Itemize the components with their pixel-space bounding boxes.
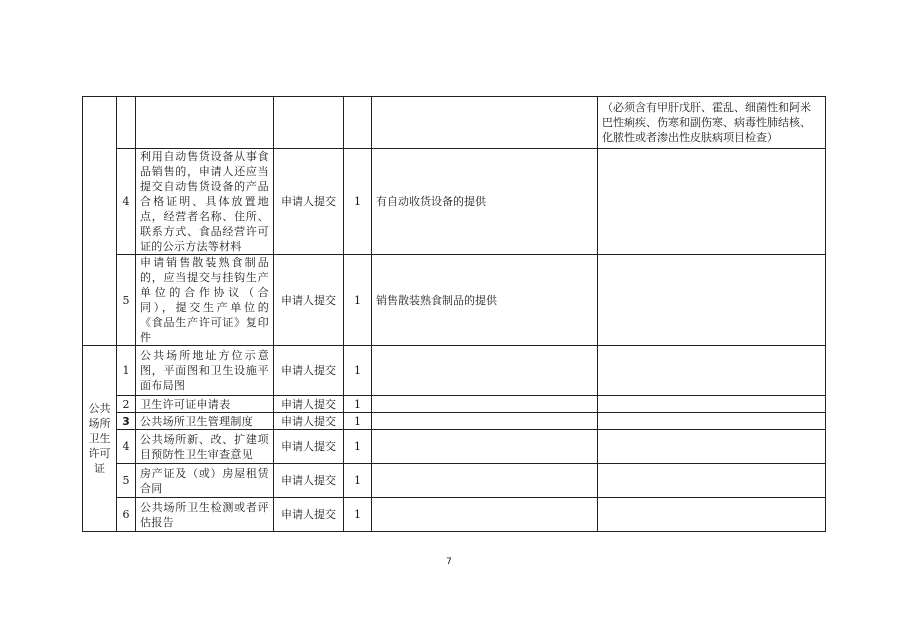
condition-cell <box>372 346 598 396</box>
condition-cell <box>372 413 598 430</box>
copy-count: 1 <box>344 396 372 413</box>
row-number: 5 <box>117 464 136 498</box>
page-number: 7 <box>446 557 452 567</box>
note-cell <box>598 430 826 464</box>
table-row <box>83 498 826 532</box>
material-name: 公共场所卫生检测或者评估报告 <box>136 498 274 532</box>
copy-count: 1 <box>344 255 372 346</box>
category-cell: 公共场所卫生许可证 <box>83 346 117 532</box>
material-name: 房产证及（或）房屋租赁合同 <box>136 464 274 498</box>
row-number: 5 <box>117 255 136 346</box>
material-name <box>136 97 274 149</box>
copy-count: 1 <box>344 149 372 255</box>
submission-method: 申请人提交 <box>274 413 344 430</box>
submission-method <box>274 97 344 149</box>
row-number: 3 <box>117 413 136 430</box>
copy-count: 1 <box>344 464 372 498</box>
note-cell <box>598 464 826 498</box>
row-number: 2 <box>117 396 136 413</box>
copy-count <box>344 97 372 149</box>
note-cell <box>598 149 826 255</box>
copy-count: 1 <box>344 413 372 430</box>
condition-cell <box>372 498 598 532</box>
row-number: 1 <box>117 346 136 396</box>
condition-cell <box>372 430 598 464</box>
material-name: 公共场所卫生管理制度 <box>136 413 274 430</box>
condition-cell <box>372 97 598 149</box>
row-number: 4 <box>117 149 136 255</box>
material-name: 公共场所新、改、扩建项目预防性卫生审查意见 <box>136 430 274 464</box>
table-row <box>83 464 826 498</box>
condition-cell: 销售散装熟食制品的提供 <box>372 255 598 346</box>
condition-cell <box>372 396 598 413</box>
table-row <box>83 413 826 430</box>
submission-method: 申请人提交 <box>274 464 344 498</box>
submission-method: 申请人提交 <box>274 255 344 346</box>
note-cell <box>598 396 826 413</box>
table-row <box>83 255 826 346</box>
note-cell <box>598 346 826 396</box>
material-name: 卫生许可证申请表 <box>136 396 274 413</box>
condition-cell <box>372 464 598 498</box>
table-row <box>83 430 826 464</box>
copy-count: 1 <box>344 498 372 532</box>
submission-method: 申请人提交 <box>274 149 344 255</box>
materials-table <box>82 96 826 532</box>
table-row <box>83 149 826 255</box>
row-number <box>117 97 136 149</box>
note-cell <box>598 255 826 346</box>
row-number: 6 <box>117 498 136 532</box>
note-cell: （必须含有甲肝戊肝、霍乱、细菌性和阿米巴性痢疾、伤寒和副伤寒、病毒性肺结核、化脓性或者渗出性皮肤病项目检查） <box>598 97 826 149</box>
note-cell <box>598 413 826 430</box>
submission-method: 申请人提交 <box>274 498 344 532</box>
condition-cell: 有自动收货设备的提供 <box>372 149 598 255</box>
material-name: 利用自动售货设备从事食品销售的，申请人还应当提交自动售货设备的产品合格证明、具体放置地点，经营者名称、住所、联系方式、食品经营许可证的公示方法等材料 <box>136 149 274 255</box>
material-name: 申请销售散装熟食制品的，应当提交与挂钩生产单位的合作协议（合同），提交生产单位的《食品生产许可证》复印件 <box>136 255 274 346</box>
submission-method: 申请人提交 <box>274 396 344 413</box>
submission-method: 申请人提交 <box>274 346 344 396</box>
table-row <box>83 97 826 149</box>
copy-count: 1 <box>344 346 372 396</box>
note-cell <box>598 498 826 532</box>
table-row <box>83 346 826 396</box>
submission-method: 申请人提交 <box>274 430 344 464</box>
copy-count: 1 <box>344 430 372 464</box>
table-row <box>83 396 826 413</box>
row-number: 4 <box>117 430 136 464</box>
material-name: 公共场所地址方位示意图，平面图和卫生设施平面布局图 <box>136 346 274 396</box>
category-cell-continued <box>83 97 117 346</box>
